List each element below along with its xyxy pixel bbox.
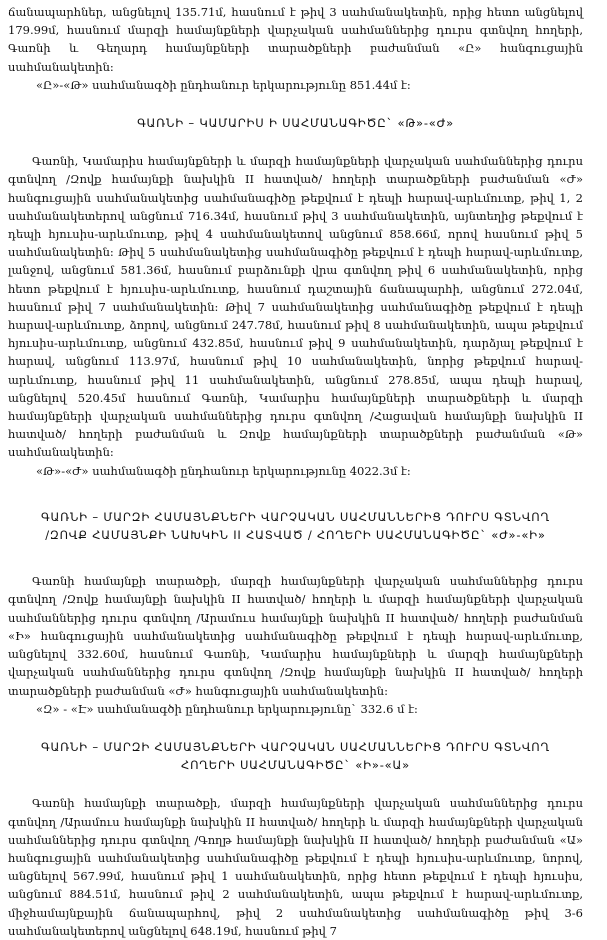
paragraph-2: Գառնի, Կամարիս համայնքների և մարզի համայնքների վարչական սահմաններից դուրս գտնվող /Զովք համայնքի նախկին II հատված/ հողերի տարածքների բաժանման «Ժ» հանգուցային սահմանակետից սահմանագիծը թեքվում է դեպի հարավ-արևմուտք, թիվ 1, 2 սահմանակետերով անցնում 716.34մ, հասնում թիվ 3 սահմանակետին, այնտեղից թեքվում է դեպի հյուսիս-արևմուտք, թիվ 4 սահմանակետով անցնում 858.66մ, որով հասնում թիվ 5 սահմանակետին: Թիվ 5 սահմանակետից սահմանագիծը թեքվում է դեպի հարավ-արևմուտք, լանջով, անցնում 581.36մ, հասնում բարձունքի վրա գտնվող թիվ 6 սահմանակետին, որից հետո թեքվում է հյուսիս-արևմուտք, հասնում դաշտային ճանապարհի, անցնում 272.04մ, հասնում թիվ 7 սահմանակետին: Թիվ 7 սահմանակետից սահմանագիծը թեքվում է դեպի հարավ-արևմուտք, ձորով, անցնում 247.78մ, հասնում թիվ 8 սահմանակետին, ապա թեքվում հյուսիս-արևմուտք, անցնում 432.85մ, հասնում թիվ 9 սահմանակետին, դարձյալ թեքվում է հարավ, անցնում 113.97մ, հասնում թիվ 10 սահմանակետին, նորից թեքվում հարավ-արևմուտք, հասնում թիվ 11 սահմանակետին, անցնում 278.85մ, ապա դեպի հարավ, անցնելով 520.45մ հասնում Գառնի, Կամարիս համայնքների տարածքների և մարզի համայնքների վարչական սահմաններից դուրս գտնվող /Հացավան համայնքի նախկին II հատված/ հողերի բաժանման և Զովք համայնքների տարածքների բաժանման «Թ» սահմանակետին:: [8, 154, 583, 460]
segment-total-length-3: «Զ» - «Է» սահմանագծի ընդհանուր երկարությունը` 332.6 մ է:: [36, 701, 418, 716]
section-heading-1: ԳԱՌՆԻ – ԿԱՄԱՐԻՍ Ի ՍԱՀՄԱՆԱԳԻԾԸ` «Թ»-«Ժ»: [137, 116, 454, 131]
section-heading-3-line-1: ԳԱՌՆԻ – ՄԱՐԶԻ ՀԱՄԱՅՆՔՆԵՐԻ ՎԱՐՉԱԿԱՆ ՍԱՀՄԱՆՆԵՐԻՑ ԴՈՒՐՍ ԳՏՆՎՈՂ: [41, 739, 550, 754]
paragraph-4: Գառնի համայնքի տարածքի, մարզի համայնքների վարչական սահմաններից դուրս գտնվող /Արամուս համայնքի նախկին II հատված/ հողերի և մարզի համայնքների վարչական սահմաններից դուրս գտնվող /Գողթ համայնքի նախկին II հատված/ հողերի բաժանման «Ա» հանգուցային սահմանակետից սահմանագիծը թեքվում է դեպի հյուսիս-արևմուտք, նորով, անցնելով 567.99մ, հասնում թիվ 1 սահմանակետին, որից հետո թեքվում է դեպի հյուսիս, անցնում 884.51մ, հասնում թիվ 2 սահմանակետին, ապա թեքվում է հարավ-արևմուտք, միջհամայնքային ճանապարհով, թիվ 2 սահմանակետից սահմանագիծը թիվ 3-6 սահմանակետերով անցնելով 648.19մ, հասնում թիվ 7: [8, 796, 583, 938]
paragraph-3: Գառնի համայնքի տարածքի, մարզի համայնքների վարչական սահմաններից դուրս գտնվող /Զովք համայնքի նախկին II հատված/ հողերի և մարզի համայնքների վարչական սահմաններից դուրս գտնվող /Արամուս համայնքի նախկին II հատված/ հողերի բաժանման «Ի» հանգուցային սահմանակետից սահմանագիծը թեքվում է դեպի հարավ-արևմուտք, անցնելով 332.60մ, հասնում Գառնի, Կամարիս համայնքների և մարզի համայնքների վարչական սահմաններից դուրս գտնվող /Զովք համայնքի նախկին II հատված/ հողերի տարածքների բաժանման «Ժ» հանգուցային սահմանակետին:: [8, 574, 583, 698]
section-heading-2-line-1: ԳԱՌՆԻ – ՄԱՐԶԻ ՀԱՄԱՅՆՔՆԵՐԻ ՎԱՐՉԱԿԱՆ ՍԱՀՄԱՆՆԵՐԻՑ ԴՈՒՐՍ ԳՏՆՎՈՂ: [41, 509, 550, 524]
paragraph-1: ճանապարհներ, անցնելով 135.71մ, հասնում է թիվ 3 սահմանակետին, որից հետո անցնելով 179.99մ, հասնում մարզի համայնքների վարչական սահմաններից դուրս գտնվող հողերի, Գառնի և Գեղարդ համայնքների տարածքների բաժանման «Ը» հանգուցային սահմանակետին:: [8, 5, 583, 74]
segment-total-length-1: «Ը»-«Թ» սահմանագծի ընդհանուր երկարությունը 851.44մ է:: [36, 77, 411, 92]
segment-total-length-2: «Թ»-«Ժ» սահմանագծի ընդհանուր երկարությունը 4022.3մ է:: [36, 463, 411, 478]
section-heading-2-line-2: /ԶՈՎՔ ՀԱՄԱՅՆՔԻ ՆԱԽԿԻՆ II ՀԱՏՎԱԾ / ՀՈՂԵՐԻ ՍԱՀՄԱՆԱԳԻԾԸ` «Ժ»-«Ի»: [45, 528, 546, 543]
section-heading-3-line-2: ՀՈՂԵՐԻ ՍԱՀՄԱՆԱԳԻԾԸ` «Ի»-«Ա»: [181, 758, 410, 773]
